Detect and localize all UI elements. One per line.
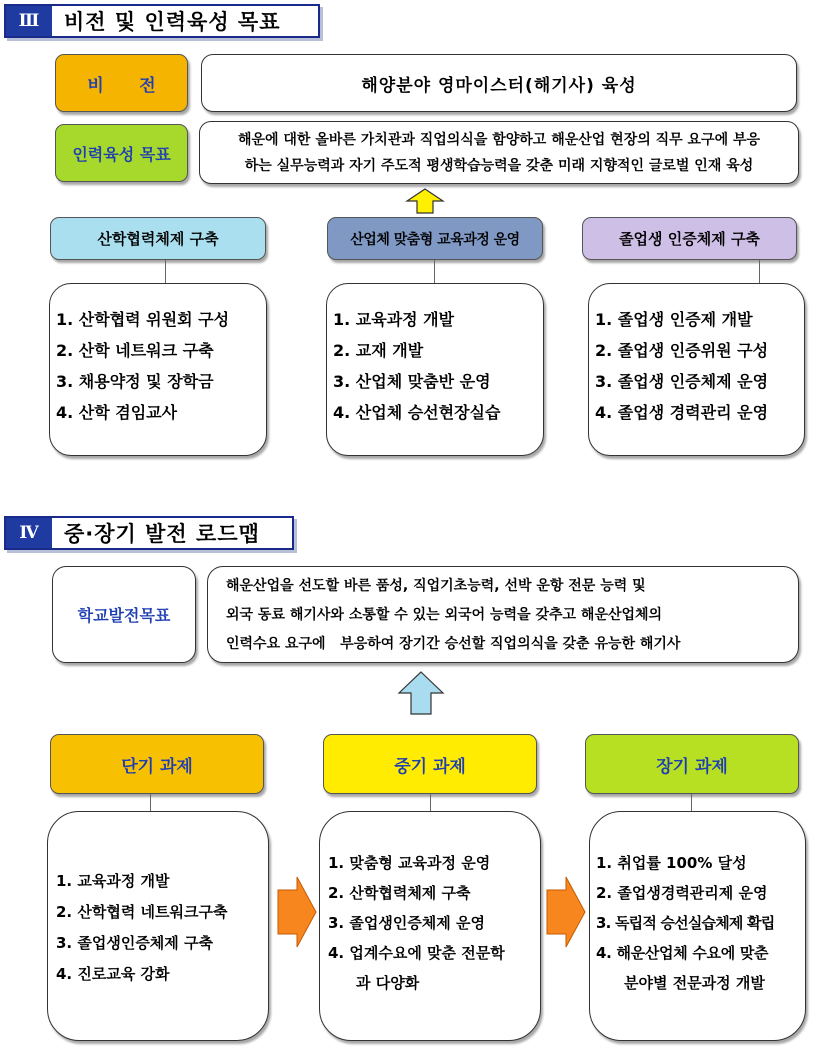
list-item: 4. 진로교육 강화 bbox=[56, 965, 170, 983]
list-item: 과 다양화 bbox=[356, 974, 420, 992]
school-goal-line-2: 외국 동료 해기사와 소통할 수 있는 외국어 능력을 갖추고 해운산업체의 bbox=[226, 607, 663, 623]
list-item: 2. 교재 개발 bbox=[333, 341, 424, 360]
mid-connector bbox=[430, 794, 431, 812]
short-term-list bbox=[56, 866, 268, 990]
list-item: 1. 취업률 100% 달성 bbox=[596, 854, 747, 872]
short-connector bbox=[150, 794, 151, 812]
vision-label: 비 전 bbox=[55, 54, 188, 112]
goal-text-box bbox=[199, 121, 799, 184]
right-arrow-icon bbox=[277, 876, 317, 948]
list-item: 1. 맞춤형 교육과정 운영 bbox=[328, 854, 491, 872]
mid-term-list bbox=[328, 848, 540, 998]
col3-header: 졸업생 인증체제 구축 bbox=[582, 217, 797, 260]
school-goal-line-1: 해운산업을 선도할 바른 품성, 직업기초능력, 선박 운항 전문 능력 및 bbox=[226, 578, 646, 594]
list-item: 4. 해운산업체 수요에 맞춘 bbox=[596, 944, 769, 962]
mid-term-header: 중기 과제 bbox=[323, 734, 537, 794]
list-item: 3. 졸업생인증체제 구축 bbox=[56, 934, 213, 952]
goal-label: 인력육성 목표 bbox=[55, 124, 188, 182]
school-goal-line-3: 인력수요 요구에 부응하여 장기간 승선할 직업의식을 갖춘 유능한 해기사 bbox=[226, 636, 681, 652]
school-goal-text-box bbox=[207, 566, 799, 663]
goal-line-1: 해운에 대한 올바른 가치관과 직업의식을 함양하고 해운산업 현장의 직무 요구에 부응 bbox=[237, 132, 761, 148]
vision-text: 해양분야 영마이스터(해기사) 육성 bbox=[361, 75, 637, 96]
list-item: 1. 교육과정 개발 bbox=[56, 872, 170, 890]
long-connector bbox=[691, 794, 692, 812]
col2-header: 산업체 맞춤형 교육과정 운영 bbox=[327, 217, 543, 260]
list-item: 2. 산학협력체제 구축 bbox=[328, 884, 471, 902]
col3-list bbox=[595, 304, 804, 428]
col2-connector bbox=[434, 260, 435, 284]
vision-text-box bbox=[201, 54, 797, 112]
section4-header bbox=[4, 516, 294, 550]
col1-box bbox=[49, 283, 267, 456]
list-item: 4. 산학 겸임교사 bbox=[56, 403, 178, 422]
school-goal-label: 학교발전목표 bbox=[77, 606, 171, 625]
list-item: 1. 산학협력 위원회 구성 bbox=[56, 310, 230, 329]
section3-header bbox=[4, 4, 320, 38]
up-arrow-icon bbox=[405, 188, 445, 214]
goal-line-2: 하는 실무능력과 자기 주도적 평생학습능력을 갖춘 미래 지향적인 글로벌 인재 육성 bbox=[244, 158, 754, 174]
long-term-header: 장기 과제 bbox=[585, 734, 799, 794]
right-arrow-icon bbox=[546, 876, 586, 948]
col3-connector bbox=[759, 260, 760, 284]
list-item: 분야별 전문과정 개발 bbox=[624, 974, 765, 992]
section4-number: Ⅳ bbox=[6, 518, 52, 548]
col1-list bbox=[56, 304, 266, 428]
short-term-box bbox=[47, 811, 269, 1041]
up-arrow-icon bbox=[397, 671, 445, 715]
list-item: 2. 산학 네트워크 구축 bbox=[56, 341, 214, 360]
list-item: 3. 채용약정 및 장학금 bbox=[56, 372, 214, 391]
list-item: 3. 산업체 맞춤반 운영 bbox=[333, 372, 491, 391]
col1-connector bbox=[165, 260, 166, 284]
long-term-list bbox=[596, 848, 805, 998]
col1-header: 산학협력체제 구축 bbox=[50, 217, 266, 260]
list-item: 2. 산학협력 네트워크구축 bbox=[56, 903, 228, 921]
list-item: 3. 졸업생 인증체제 운영 bbox=[595, 372, 769, 391]
mid-term-box bbox=[319, 811, 541, 1041]
list-item: 4. 졸업생 경력관리 운영 bbox=[595, 403, 769, 422]
list-item: 2. 졸업생 인증위원 구성 bbox=[595, 341, 769, 360]
short-term-header: 단기 과제 bbox=[50, 734, 264, 794]
section3-title: 비전 및 인력육성 목표 bbox=[64, 10, 281, 34]
long-term-box bbox=[589, 811, 806, 1041]
section4-title: 중·장기 발전 로드맵 bbox=[64, 522, 260, 546]
list-item: 2. 졸업생경력관리제 운영 bbox=[596, 884, 768, 902]
list-item: 1. 졸업생 인증제 개발 bbox=[595, 310, 753, 329]
col3-box bbox=[588, 283, 805, 456]
list-item: 3. 독립적 승선실습체제 확립 bbox=[596, 914, 775, 932]
list-item: 4. 산업체 승선현장실습 bbox=[333, 403, 501, 422]
col2-box bbox=[326, 283, 544, 456]
list-item: 3. 졸업생인증체제 운영 bbox=[328, 914, 485, 932]
list-item: 1. 교육과정 개발 bbox=[333, 310, 455, 329]
col2-list bbox=[333, 304, 543, 428]
school-goal-label-box bbox=[52, 566, 196, 663]
list-item: 4. 업계수요에 맞춘 전문학 bbox=[328, 944, 505, 962]
section3-number: Ⅲ bbox=[6, 6, 52, 36]
